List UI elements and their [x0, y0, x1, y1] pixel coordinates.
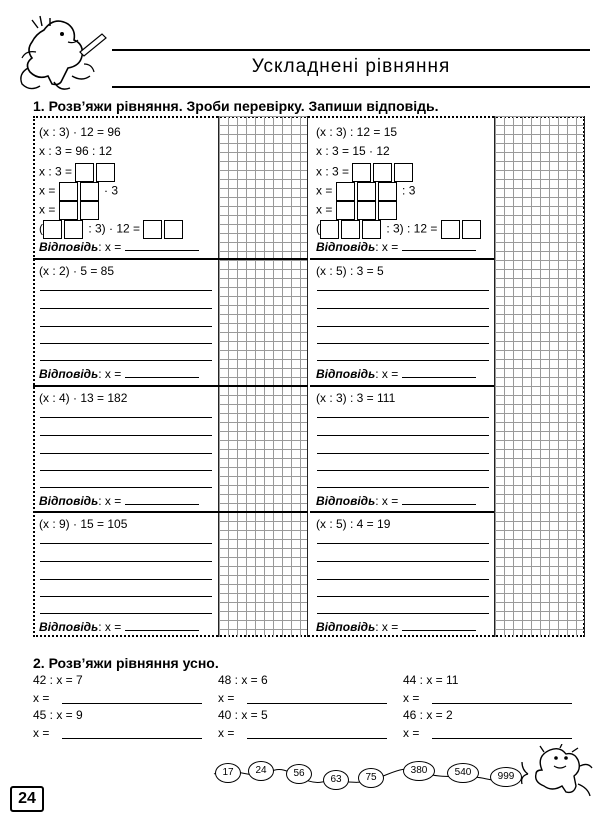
- writing-line[interactable]: [40, 360, 212, 361]
- step-text: (: [316, 221, 320, 236]
- equation-right-3: (x : 3) : 3 = 111: [316, 391, 396, 405]
- bead: 999: [490, 767, 522, 787]
- writing-line[interactable]: [40, 543, 212, 544]
- oral-x-label: x =: [403, 691, 420, 705]
- oral-equation: 44 : x = 11: [403, 673, 459, 687]
- step-right-3: [316, 182, 415, 201]
- answer-label: Відповідь: [39, 494, 99, 508]
- digit-box[interactable]: [394, 163, 413, 182]
- answer-field[interactable]: [125, 368, 199, 378]
- answer-var: x =: [104, 494, 122, 508]
- writing-line[interactable]: [40, 579, 212, 580]
- separator: [33, 511, 308, 513]
- oral-answer-line[interactable]: [247, 703, 387, 704]
- digit-box[interactable]: [143, 220, 162, 239]
- dragon-illustration-bottom: [520, 744, 596, 804]
- writing-line[interactable]: [317, 487, 489, 488]
- writing-line[interactable]: [40, 308, 212, 309]
- step-text: x : 3 =: [316, 164, 350, 179]
- writing-line[interactable]: [317, 326, 489, 327]
- oral-x-label: x =: [403, 726, 420, 740]
- equation-left-2: (x : 2) · 5 = 85: [39, 264, 115, 278]
- digit-box[interactable]: [357, 201, 376, 220]
- equation-right-2: (x : 5) : 3 = 5: [316, 264, 384, 278]
- answer-field[interactable]: [125, 495, 199, 505]
- oral-equation: 42 : x = 7: [33, 673, 83, 687]
- writing-line[interactable]: [40, 596, 212, 597]
- digit-box[interactable]: [373, 163, 392, 182]
- oral-equation: 48 : x = 6: [218, 673, 268, 687]
- answer-var: x =: [381, 367, 399, 381]
- oral-x-label: x =: [218, 726, 235, 740]
- writing-line[interactable]: [317, 596, 489, 597]
- oral-equation: 45 : x = 9: [33, 708, 83, 722]
- equation-right-1: (x : 3) : 12 = 15: [316, 125, 398, 139]
- answer-field[interactable]: [402, 241, 476, 251]
- answer-row: Відповідь: x =: [316, 620, 476, 634]
- answer-var: x =: [381, 240, 399, 254]
- digit-box[interactable]: [378, 182, 397, 201]
- header-rule-top: [112, 49, 590, 51]
- answer-row: Відповідь: x =: [39, 367, 199, 381]
- step-text: x =: [316, 202, 333, 217]
- bead: 63: [323, 770, 349, 790]
- header-rule-bottom: [112, 86, 590, 88]
- digit-box[interactable]: [80, 182, 99, 201]
- bead: 17: [215, 763, 241, 783]
- oral-equation: 40 : x = 5: [218, 708, 268, 722]
- digit-box[interactable]: [96, 163, 115, 182]
- task1-title: 1. Розв’яжи рівняння. Зроби перевірку. Запиши відповідь.: [33, 98, 439, 114]
- answer-label: Відповідь: [316, 367, 376, 381]
- answer-row: Відповідь: x =: [39, 620, 199, 634]
- digit-box[interactable]: [320, 220, 339, 239]
- separator: [33, 258, 308, 260]
- answer-var: x =: [104, 240, 122, 254]
- equation-left-4: (x : 9) · 15 = 105: [39, 517, 128, 531]
- equation-left-1: (x : 3) · 12 = 96: [39, 125, 121, 139]
- writing-line[interactable]: [317, 470, 489, 471]
- step-left-4: [39, 201, 101, 220]
- page-title: Ускладнені рівняння: [251, 56, 451, 77]
- writing-line[interactable]: [317, 360, 489, 361]
- separator: [310, 258, 494, 260]
- oral-answer-line[interactable]: [432, 738, 572, 739]
- digit-box[interactable]: [362, 220, 381, 239]
- digit-box[interactable]: [441, 220, 460, 239]
- answer-var: x =: [381, 494, 399, 508]
- separator: [33, 385, 308, 387]
- oral-equation: 46 : x = 2: [403, 708, 453, 722]
- writing-line[interactable]: [317, 543, 489, 544]
- separator: [310, 385, 494, 387]
- oral-x-label: x =: [218, 691, 235, 705]
- writing-line[interactable]: [40, 417, 212, 418]
- digit-box[interactable]: [80, 201, 99, 220]
- writing-line[interactable]: [317, 435, 489, 436]
- digit-box[interactable]: [378, 201, 397, 220]
- answer-label: Відповідь: [39, 620, 99, 634]
- writing-line[interactable]: [40, 613, 212, 614]
- answer-row: Відповідь: x =: [316, 240, 476, 254]
- digit-box[interactable]: [357, 182, 376, 201]
- step-text: : 3) : 12 =: [386, 221, 438, 236]
- digit-box[interactable]: [59, 182, 78, 201]
- step-text: x =: [316, 183, 333, 198]
- answer-var: x =: [104, 620, 122, 634]
- oral-answer-line[interactable]: [62, 738, 202, 739]
- answer-field[interactable]: [402, 368, 476, 378]
- dragon-illustration-top: [14, 12, 114, 98]
- writing-line[interactable]: [317, 290, 489, 291]
- answer-label: Відповідь: [316, 620, 376, 634]
- task2-title: 2. Розв’яжи рівняння усно.: [33, 655, 219, 671]
- step-left-3: [39, 182, 118, 201]
- step-right-2: [316, 163, 415, 182]
- step-text: x =: [39, 202, 56, 217]
- writing-line[interactable]: [317, 561, 489, 562]
- bead: 380: [403, 761, 435, 781]
- answer-label: Відповідь: [316, 240, 376, 254]
- writing-line[interactable]: [40, 453, 212, 454]
- grid-right: [494, 116, 585, 637]
- writing-line[interactable]: [317, 579, 489, 580]
- page-number: 24: [10, 786, 44, 812]
- grid-left: [218, 116, 308, 637]
- step-operator: : 3: [402, 183, 416, 198]
- writing-line[interactable]: [40, 561, 212, 562]
- writing-line[interactable]: [40, 343, 212, 344]
- writing-line[interactable]: [317, 613, 489, 614]
- step-left-1: x : 3 = 96 : 12: [39, 144, 113, 158]
- answer-row: Відповідь: x =: [316, 494, 476, 508]
- oral-answer-line[interactable]: [62, 703, 202, 704]
- writing-line[interactable]: [40, 487, 212, 488]
- step-text: : 3) · 12 =: [88, 221, 141, 236]
- writing-line[interactable]: [40, 290, 212, 291]
- step-left-5: [39, 220, 185, 239]
- step-right-5: [316, 220, 483, 239]
- writing-line[interactable]: [40, 435, 212, 436]
- writing-line[interactable]: [40, 326, 212, 327]
- answer-label: Відповідь: [39, 240, 99, 254]
- digit-box[interactable]: [341, 220, 360, 239]
- separator: [310, 511, 494, 513]
- digit-box[interactable]: [352, 163, 371, 182]
- oral-answer-line[interactable]: [247, 738, 387, 739]
- answer-var: x =: [381, 620, 399, 634]
- digit-box[interactable]: [43, 220, 62, 239]
- answer-field[interactable]: [402, 621, 476, 631]
- oral-x-label: x =: [33, 691, 50, 705]
- writing-line[interactable]: [317, 343, 489, 344]
- answer-row: Відповідь: x =: [39, 240, 199, 254]
- equation-left-3: (x : 4) · 13 = 182: [39, 391, 128, 405]
- digit-box[interactable]: [336, 182, 355, 201]
- bead: 540: [447, 763, 479, 783]
- equation-right-4: (x : 5) : 4 = 19: [316, 517, 391, 531]
- oral-answer-line[interactable]: [432, 703, 572, 704]
- writing-line[interactable]: [40, 470, 212, 471]
- answer-field[interactable]: [125, 241, 199, 251]
- step-text: x : 3 =: [39, 164, 73, 179]
- answer-field[interactable]: [402, 495, 476, 505]
- digit-box[interactable]: [336, 201, 355, 220]
- digit-box[interactable]: [59, 201, 78, 220]
- step-right-1: x : 3 = 15 · 12: [316, 144, 390, 158]
- bead: 24: [248, 761, 274, 781]
- bead: 56: [286, 764, 312, 784]
- writing-line[interactable]: [317, 417, 489, 418]
- step-text: x =: [39, 183, 56, 198]
- digit-box[interactable]: [462, 220, 481, 239]
- step-right-4: [316, 201, 399, 220]
- answer-row: Відповідь: x =: [39, 494, 199, 508]
- writing-line[interactable]: [317, 453, 489, 454]
- answer-label: Відповідь: [39, 367, 99, 381]
- writing-line[interactable]: [317, 308, 489, 309]
- digit-box[interactable]: [164, 220, 183, 239]
- answer-row: Відповідь: x =: [316, 367, 476, 381]
- step-operator: · 3: [104, 183, 119, 198]
- answer-var: x =: [104, 367, 122, 381]
- answer-field[interactable]: [125, 621, 199, 631]
- oral-x-label: x =: [33, 726, 50, 740]
- digit-box[interactable]: [64, 220, 83, 239]
- digit-box[interactable]: [75, 163, 94, 182]
- bead: 75: [358, 768, 384, 788]
- step-text: (: [39, 221, 43, 236]
- answer-label: Відповідь: [316, 494, 376, 508]
- step-left-2: [39, 163, 117, 182]
